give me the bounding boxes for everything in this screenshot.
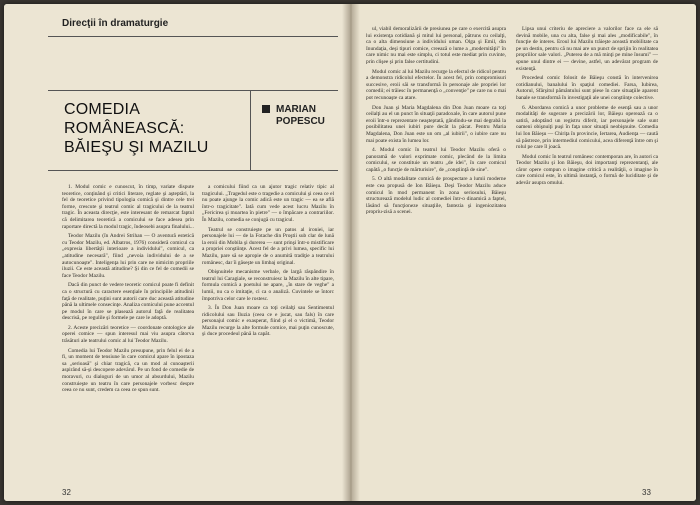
author-name: MARIAN POPESCU xyxy=(262,104,325,128)
paragraph: 2. Aceste precizări teoretice — coordonate ontologice ale operei comice — spun interesul mai viu asupra câtorva trăsături ale teatrului comic al lui Teodor Mazilu. xyxy=(62,324,194,345)
paragraph: Procedeul comic folosit de Băieşu constă în intervenirea cotidianului, banalului în spaţiul comediei. Farsa, Iubirea, Autorul, Sfârşitul pământului sunt piese în care situaţiile aparent banale se transformă în investigaţii ale unei conştiinţe colective. xyxy=(516,75,658,101)
paragraph: ul, viabil demoralizării de presiunea pe care o exercită asupra lui existenţa cotidiană şi mitul lui personal, pătruns cu ceilalţi, ca o alta dimensiune a individului uman. Olga şi Emil, din Inundaţia, deşi tipuri comice, creează o lume a „modernităţii" în care nimic nu mai este simplu, ci totul este mediat prin cuvinte, prin clişee şi prin false certitudini. xyxy=(366,26,506,65)
article-title xyxy=(64,100,234,157)
paragraph: Obişnuitele mecanisme verbale, de largă răspândire în teatrul lui Caragiale, se reconstruiesc la Mazilu în alte tipare, formula comică a poetului ne apare, „în stare de veghe" a lumii, nu ca o imitaţie, ci ca o analiză. Cuvintele se întorc împotriva celor care le rostesc. xyxy=(202,269,334,302)
right-page xyxy=(350,4,696,501)
title-line: BĂIEŞU ŞI MAZILU xyxy=(64,139,209,156)
square-bullet-icon xyxy=(262,105,270,113)
page-number-right: 33 xyxy=(642,488,651,497)
section-title: Direcţii în dramaturgie xyxy=(62,18,169,29)
paragraph: Modul comic în teatrul românesc contemporan are, în autori ca Teodor Mazilu şi Ion Băieşu, doi importanţi reprezentanţi, ale căror opere compun o imagine critică a realităţii, o imagine în care comicul este, în ultimă instanţă, o formă de luciditate şi de adevăr asupra omului. xyxy=(516,153,658,187)
paragraph: Teodor Mazilu (în Andrei Strihan — O aventură estetică cu Teodor Mazilu, ed. Albatros, 1976) consideră comicul ca „expresia libertăţii interioare a individului", comicul, ca „atitudine necesară", fiind „nevoia individului de a se autocunoaşte". Inteligenţa lui prin care ne nimicim propriile iluzii. Ce este această atitudine? Şi din ce fel de comedii se face Teodor Mazilu. xyxy=(62,233,194,279)
left-column-2 xyxy=(202,184,334,476)
title-box-divider xyxy=(250,90,251,170)
right-column-1 xyxy=(366,26,506,476)
paragraph: 1. Modul comic e cunoscut, în timp, variate dispute teoretice, conţinând şi critici literare, reglate şi aşteptări, la fel de teoretice privind tipologia comică şi dintre cele trei forme, crescute şi teatrul comic al tragicului de la teatrul tragic. În aceasta direcţie, este interesant de remarcat faptul că delimitarea teoretică a comicului se face adesea prin raportare directă la modul tragic, îndeosebi asupra finalului... xyxy=(62,184,194,230)
paragraph: Teatrul se construieşte pe un patos al ironiei, iar personajele lui — de la Fotache din Proştii sub clar de lună la eroii din Mobila şi durerea — sunt prinşi într-o mistificare a propriei conştiinţe. Acest fel de a privi lumea, specific lui Mazilu, pare să se apropie de o anumită tradiţie a teatrului românesc, dar îi găseşte un limbaj original. xyxy=(202,226,334,266)
title-box-bottom-rule xyxy=(48,170,338,171)
title-line: COMEDIA xyxy=(64,101,141,118)
page-number-left: 32 xyxy=(62,488,71,497)
paragraph: Comedia lui Teodor Mazilu presupune, prin felul ei de a fi, un moment de tensiune în care comicul apare în ipostaza sa „serioasă" şi chiar tragică, ca un mod al cunoaşterii aspirând să-şi descopere adevărul. Pe un fond de comedie de moravuri, cu dialoguri de un umor al absurdului, Mazilu construieşte un teatru în care personajele vorbesc despre ceea ce nu sunt, credem ca ceea ce spun sunt. xyxy=(62,347,194,394)
right-column-2 xyxy=(516,26,658,476)
left-page xyxy=(4,4,350,501)
paragraph: a comicului fiind ca un ajutor tragic relativ tipic al tragicului. „Tragedul este o tragedie a comicului şi ceea ce el nu poate ajunge la comic adică este un tragic — ea se află într-o tragicitate". Iată cum vede acest lucru Mazilu în „Fericirea şi moartea în pietre" — o împăcare a contrariilor. În Mazilu, comedia se conjugă cu tragicul. xyxy=(202,184,334,223)
title-line: ROMÂNEASCĂ: xyxy=(64,120,185,137)
paragraph: 6. Abordarea comică a unor probleme de esenţă sau a unor modalităţi de sugerare a precizării lor, Băieşu operează ca o satiră, adoptând un registru diferit, iar personajele sale sunt oameni obişnuiţi puşi în faţa unor situaţii neobişnuite. Comedia lui Ion Băieşu — Chiriţa în provincie, Iertarea, Audienţa — caută să păstreze, prin intermediul comicului, acea diferenţă între om şi rolul pe care îl joacă. xyxy=(516,104,658,151)
paragraph: Lipsa unui criteriu de apreciere a valorilor face ca ele să devină mobile, una cu alta, false şi mai ales „modificabile", în funcţie de interes. Eroul lui Mazilu trăieşte această mobilitate ca pe un destin, pentru că nu mai are un punct de sprijin în realitatea propriilor sale valori. „Puterea de a mă minţi pe mine însumi" — spune unul dintre ei — devine, astfel, un adevărat program de existenţă. xyxy=(516,26,658,72)
paragraph: 3. În Don Juan moare ca toţi ceilalţi sau Sentimentul ridicolului sau Iluzia (ceea ce e jucat, sau fals) în care personajul comic e exasperat, fiind şi el o victimă, Teodor Mazilu recurge la alte formule comice, mai puţin cunoscute, şi duce procedeul până la capăt. xyxy=(202,305,334,338)
paragraph: Dacă din punct de vedere teoretic comicul poate fi definit ca o structură cu caractere esenţiale în principiile atitudinii faţă de realitate, puţini sunt autorii care duc această atitudine până la ultimele consecinţe. Analiza comicului pune accentul pe modul în care se plasează autorul faţă de realitatea descrisă, pe regulile şi formele pe care le adoptă. xyxy=(62,282,194,322)
paragraph: Don Juan şi Maria Magdalena din Don Juan moare ca toţi ceilalţi au el un punct în situaţii paradoxale, în care autorul pune eroii într-o reprezentare neaşteptată, gândindu-se mai degrabă la posibilitatea unei iubiri pure decât la păcat. Pentru Maria Magdalena, Don Juan este un om „al iubirii", o iubire care nu mai poate exista în lumea lor. xyxy=(366,104,506,144)
paragraph: 4. Modul comic în teatrul lui Teodor Mazilu oferă o panoramă de valori exprimate comic, plecând de la limita comicului, se constituie un teatru „de idei", în care comicul capătă „o funcţie de mărturisire", de „conştiinţă de sine". xyxy=(366,147,506,173)
book-gutter xyxy=(342,4,360,501)
paragraph: 5. O altă modalitate comică de prospectare a lumii moderne este cea propusă de Ion Băieşu. Deşi Teodor Mazilu aduce comicul în mod permanent în zona seriosului, Băieşu structurează modelul ludic al comediei într-o dinamică a faptei, lăsând să funcţioneze situaţiile, fantezia şi ingeniozitatea propriu-zisă a scenei. xyxy=(366,176,506,216)
section-rule xyxy=(48,36,338,37)
title-box-top-rule xyxy=(48,90,338,91)
left-column-1 xyxy=(62,184,194,476)
book-spread xyxy=(4,4,696,501)
paragraph: Modul comic al lui Mazilu recurge la efectul de ridicol pentru a demonstra ridicolul efectelor. În acest fel, prin compromisuri succesive, eroii săi se transformă în personaje ale propriei lor comedii; ei trăiesc în permanenţă o „convenţie" pe care nu o mai pot recunoaşte ca atare. xyxy=(366,68,506,101)
